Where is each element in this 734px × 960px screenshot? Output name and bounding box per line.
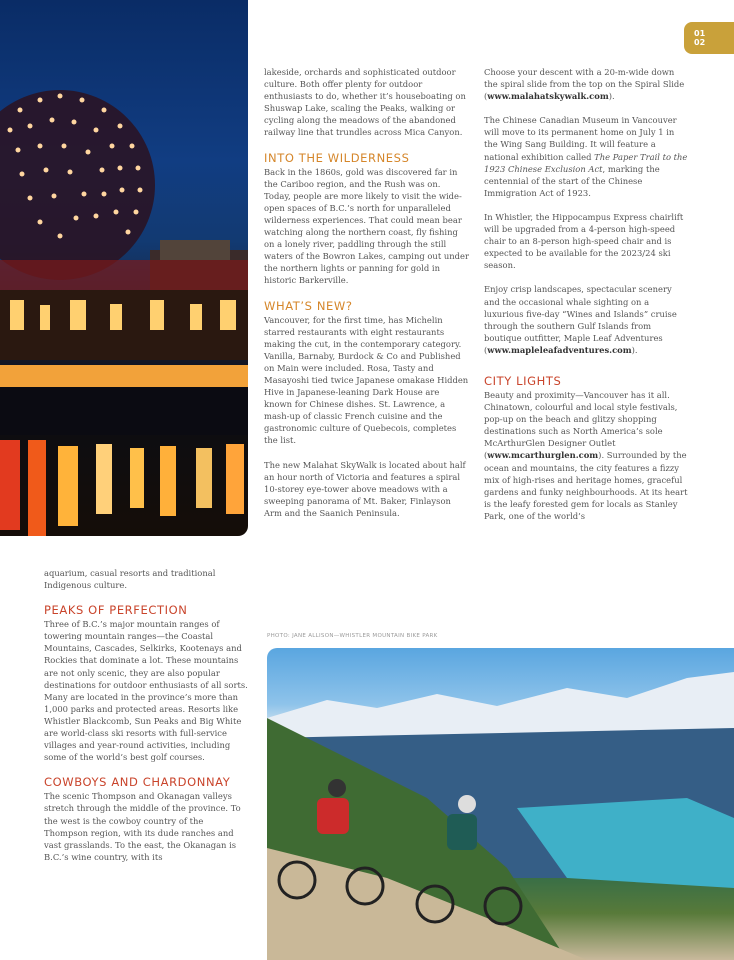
paragraph-wilderness: Back in the 1860s, gold was discovered far in the Cariboo region, and the Rush was on. Today, people are more likely to visit the wide-open spaces of B.C.’s north for unparalleled wilderness experiences. That could mean bear watching along the northern coast, fly fishing on a lonely river, paddling through the still waters of the Bowron Lakes, camping out under the northern lights or panning for gold in historic Barkerville. [264, 166, 469, 286]
paragraph-cowboys: The scenic Thompson and Okanagan valleys stretch through the middle of the province. To the west is the cowboy country of the Thompson region, with its dude ranches and vast grasslands. To the east, the Okanagan is B.C.’s wine country, with its [44, 791, 241, 862]
paragraph-cruise: Enjoy crisp landscapes, spectacular scenery and the occasional whale sighting on a luxurious five-day “Wines and Islands” cruise through the southern Gulf Islands from boutique outfitter, Maple Leaf Adventures (www.mapleleafadventures.com). [484, 284, 677, 355]
science-world-photo [0, 0, 248, 536]
paragraph-museum: The Chinese Canadian Museum in Vancouver will move to its permanent home on July 1 in the Wing Sang Building. It will feature a national exhibition called The Paper Trail to the 1923 Chinese Exclusion Act, marking the centennial of the start of the Chinese Immigration Act of 1923. [484, 115, 688, 198]
paragraph-michelin: Vancouver, for the first time, has Michelin starred restaurants with eight restaurants making the cut, in the contemporary category. Vanilla, Barnaby, Burdock & Co and Published on Main were included. Rosa, Tasty and Masayoshi tied twice Japanese omakase Hidden Hive in Japanese-leaning Dark House are known for Chinese dishes. St. Lawrence, a mash-up of classic French cuisine and the gastronomic culture of Quebecois, completes the list. [264, 314, 469, 446]
paragraph-okanagan: lakeside, orchards and sophisticated outdoor culture. Both offer plenty for outdoor enthusiasts to do, whether it’s houseboating on Shuswap Lake, scaling the Peaks, walking or cycling along the meadows of the abandoned railway line that trundles across Mica Canyon. [264, 67, 466, 138]
paragraph-intro-cont: aquarium, casual resorts and traditional Indigenous culture. [44, 568, 216, 591]
link-maple-leaf[interactable]: www.mapleleafadventures.com [487, 344, 632, 355]
paragraph-spiral-slide: Choose your descent with a 20-m-wide down the spiral slide from the top on the Spiral Slide (www.malahatskywalk.com). [484, 67, 685, 102]
link-mcarthurglen[interactable]: www.mcarthurglen.com [487, 450, 599, 461]
mountain-bike-photo [267, 648, 734, 960]
paragraph-city: Beauty and proximity—Vancouver has it all. Chinatown, colourful and local style festivals, pop-up on the beach and glitzy shopping destinations such as North America’s sole McArthurGlen Designer Outlet (www.mcarthurglen.com). Surrounded by the ocean and mountains, the city features a fizzy mix of high-rises and heritage homes, graceful gardens and funky neighbourhoods. At its heart is the leafy forested gem for locals as Stanley Park, one of the world’s [484, 389, 688, 521]
heading-peaks: PEAKS OF PERFECTION [44, 603, 188, 618]
column-middle [264, 66, 469, 531]
column-left [44, 567, 250, 875]
paragraph-whistler: In Whistler, the Hippocampus Express chairlift will be upgraded from a 4-person high-speed chair to an 8-person high-speed chair and is expected to be available for the 2023/24 ski season. [484, 211, 684, 271]
heading-whats-new: WHAT’S NEW? [264, 298, 353, 313]
link-malahat[interactable]: www.malahatskywalk.com [487, 91, 609, 102]
column-right [484, 66, 690, 534]
paragraph-skywalk: The new Malahat SkyWalk is located about half an hour north of Victoria and features a spiral 10-storey eye-tower above meadows with a sweeping panorama of Mt. Baker, Finlayson Arm and the Saanich Peninsula. [264, 459, 466, 518]
heading-cowboys: COWBOYS AND CHARDONNAY [44, 775, 231, 790]
photo-caption: PHOTO: JANE ALLISON—WHISTLER MOUNTAIN BIKE PARK [267, 633, 438, 639]
paragraph-peaks: Three of B.C.’s major mountain ranges of towering mountain ranges—the Coastal Mountains, Cascades, Selkirks, Kootenays and Rockies that dominate a lot. These mountains are not only scenic, they are also popular destinations for outdoor enthusiasts of all sorts. Many are located in the province’s more than 1,000 parks and protected areas. Resorts like Whistler Blackcomb, Sun Peaks and Big White are world-class ski resorts with full-service villages and year-round activities, including some of the world’s best golf courses. [44, 619, 248, 763]
heading-wilderness: INTO THE WILDERNESS [264, 150, 410, 165]
page-number-tab: 01 02 [684, 22, 734, 54]
heading-city-lights: CITY LIGHTS [484, 373, 562, 388]
